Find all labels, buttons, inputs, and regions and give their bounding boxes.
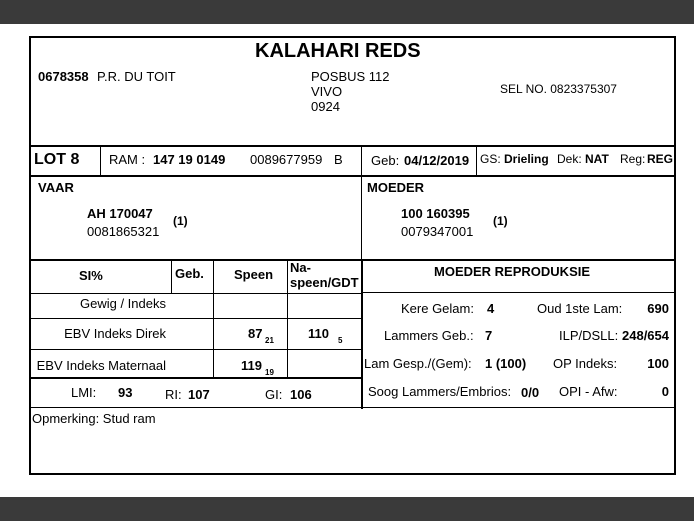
lammers-value: 7: [485, 328, 493, 343]
reg-value: REG: [647, 152, 674, 166]
speen-value: 119: [241, 358, 262, 373]
vaar-number: 0081865321: [87, 224, 160, 239]
lot-number: LOT 8: [34, 151, 80, 168]
cell-number: SEL NO. 0823375307: [500, 82, 617, 96]
speen-header: Speen: [234, 267, 274, 282]
opmerking: Opmerking: Stud ram: [32, 411, 156, 426]
ram-reg-number: 0089677959: [250, 152, 323, 167]
speen-sub: 19: [265, 368, 274, 377]
birth-date: 04/12/2019: [404, 153, 470, 168]
divider: [31, 407, 674, 408]
ram-number: 147 19 0149: [153, 152, 226, 167]
opi-value: 0: [661, 384, 669, 399]
gs-label: GS:: [480, 152, 501, 166]
na-sub: 5: [338, 336, 343, 345]
repro-title: MOEDER REPRODUKSIE: [434, 264, 591, 279]
soog-value: 0/0: [521, 385, 540, 400]
ri-label: RI:: [165, 387, 182, 402]
moeder-note: (1): [493, 214, 508, 228]
ram-label: RAM :: [109, 152, 146, 167]
na-header: Na-: [290, 260, 311, 275]
moeder-number: 0079347001: [401, 224, 474, 239]
address-line-1: POSBUS 112: [311, 69, 390, 84]
vaar-id: AH 170047: [87, 206, 153, 221]
oud-value: 690: [647, 301, 669, 316]
dek-label: Dek:: [557, 152, 582, 166]
moeder-label: MOEDER: [367, 180, 425, 195]
gi-label: GI:: [265, 387, 283, 402]
ram-card: [29, 36, 676, 475]
op-label: OP Indeks:: [553, 356, 618, 371]
speen-sub: 21: [265, 336, 274, 345]
page: [0, 24, 694, 497]
lammers-label: Lammers Geb.:: [384, 328, 474, 343]
ri-value: 107: [188, 387, 210, 402]
vaar-note: (1): [173, 214, 188, 228]
si-row-label: Gewig / Indeks: [80, 296, 166, 311]
gesp-value: 1 (100): [485, 356, 527, 371]
breeder-id: 0678358: [38, 69, 89, 84]
na-speen-header: speen/GDT: [290, 275, 359, 290]
dek-value: NAT: [585, 152, 609, 166]
kere-value: 4: [487, 301, 495, 316]
na-value: 110: [308, 326, 329, 341]
geb-label: Geb:: [371, 153, 400, 168]
gi-value: 106: [290, 387, 312, 402]
speen-value: 87: [248, 326, 263, 341]
card-title: KALAHARI REDS: [255, 40, 421, 62]
ilp-label: ILP/DSLL:: [559, 328, 619, 343]
si-row-label: EBV Indeks Direk: [64, 326, 166, 341]
vaar-label: VAAR: [38, 180, 74, 195]
geb-header: Geb.: [175, 266, 204, 281]
oud-label: Oud 1ste Lam:: [537, 301, 623, 316]
divider: [31, 259, 674, 261]
lmi-value: 93: [118, 385, 133, 400]
address-line-3: 0924: [311, 99, 340, 114]
gs-value: Drieling: [504, 152, 549, 166]
soog-label: Soog Lammers/Embrios:: [368, 384, 512, 399]
divider: [31, 175, 674, 177]
si-header: SI%: [79, 268, 103, 283]
ilp-value: 248/654: [622, 328, 669, 343]
op-value: 100: [647, 356, 669, 371]
ram-grade: B: [334, 152, 343, 167]
gesp-label: Lam Gesp./(Gem):: [364, 356, 472, 371]
breeder-name: P.R. DU TOIT: [97, 69, 176, 84]
reg-label: Reg:: [620, 152, 646, 166]
divider: [31, 145, 674, 147]
lmi-label: LMI:: [71, 385, 97, 400]
opi-label: OPI - Afw:: [559, 384, 618, 399]
address-line-2: VIVO: [311, 84, 343, 99]
si-row-label: EBV Indeks Maternaal: [36, 358, 166, 373]
kere-label: Kere Gelam:: [401, 301, 474, 316]
moeder-id: 100 160395: [401, 206, 470, 221]
